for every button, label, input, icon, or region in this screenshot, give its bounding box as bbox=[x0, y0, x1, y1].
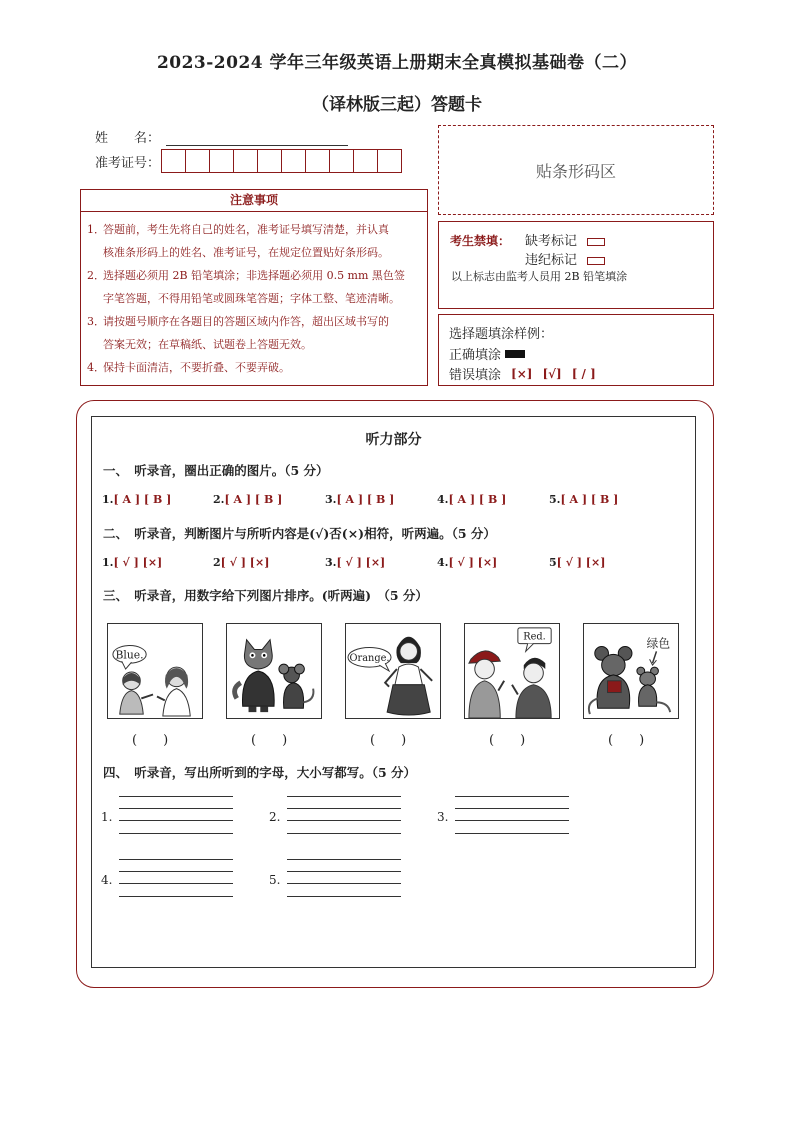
order-blank-3[interactable]: ( ) bbox=[370, 733, 407, 748]
absent-mark-box[interactable] bbox=[587, 238, 605, 246]
id-digit-box[interactable] bbox=[305, 149, 330, 173]
write-line[interactable] bbox=[455, 833, 569, 834]
id-digit-box[interactable] bbox=[161, 149, 186, 173]
forbid-box bbox=[438, 221, 714, 309]
sample-box bbox=[438, 314, 714, 386]
name-label: 姓 名： bbox=[95, 131, 161, 146]
sec1-q3[interactable]: 3.[ A ] [ B ] bbox=[325, 493, 395, 506]
name-field[interactable] bbox=[166, 132, 348, 146]
picture-4-boys-red bbox=[464, 623, 560, 719]
id-digit-box[interactable] bbox=[233, 149, 258, 173]
order-blank-2[interactable]: ( ) bbox=[251, 733, 288, 748]
write-line[interactable] bbox=[119, 820, 233, 821]
write-num-5: 5. bbox=[269, 873, 281, 887]
write-line[interactable] bbox=[455, 796, 569, 797]
notice-item-cont: 核准条形码上的姓名、准考证号，在规定位置贴好条形码。 bbox=[103, 246, 389, 259]
name-row bbox=[95, 127, 348, 146]
write-line[interactable] bbox=[455, 808, 569, 809]
picture-5-mice-green bbox=[583, 623, 679, 719]
sec2-q4[interactable]: 4.[ √ ] [×] bbox=[437, 556, 498, 569]
write-line[interactable] bbox=[119, 796, 233, 797]
write-line[interactable] bbox=[119, 833, 233, 834]
notice-item: 3． 请按题号顺序在各题目的答题区域内作答，超出区域书写的 bbox=[87, 315, 389, 328]
section1-title: 一、 听录音，圈出正确的图片。（5 分） bbox=[103, 463, 329, 478]
wrong-sample: 错误填涂 [×] [√] [ / ] bbox=[449, 366, 596, 383]
violation-mark-row: 违纪标记 bbox=[525, 249, 605, 268]
write-line[interactable] bbox=[287, 820, 401, 821]
order-blank-1[interactable]: ( ) bbox=[132, 733, 169, 748]
id-digit-box[interactable] bbox=[377, 149, 402, 173]
sec2-q5[interactable]: 5[ √ ] [×] bbox=[549, 556, 606, 569]
section2-title: 二、 听录音，判断图片与所听内容是(√)否(×)相符，听两遍。（5 分） bbox=[103, 526, 496, 541]
listening-title: 听力部分 bbox=[365, 432, 422, 448]
picture-1-girls-blue bbox=[107, 623, 203, 719]
sec2-q3[interactable]: 3.[ √ ] [×] bbox=[325, 556, 386, 569]
write-line[interactable] bbox=[119, 871, 233, 872]
forbid-label: 考生禁填： bbox=[450, 234, 511, 248]
section3-title: 三、 听录音，用数字给下列图片排序。(听两遍) （5 分） bbox=[103, 588, 428, 603]
write-line[interactable] bbox=[119, 808, 233, 809]
notice-item: 4． 保持卡面清洁，不要折叠、不要弄破。 bbox=[87, 361, 290, 374]
caption-text: 绿色 bbox=[646, 636, 671, 651]
write-line[interactable] bbox=[287, 796, 401, 797]
write-line[interactable] bbox=[119, 896, 233, 897]
forbid-note: 以上标志由监考人员用 2B 铅笔填涂 bbox=[451, 270, 628, 283]
notice-box bbox=[80, 189, 428, 386]
write-num-1: 1. bbox=[101, 810, 113, 824]
write-line[interactable] bbox=[119, 883, 233, 884]
picture-2-cat-mouse bbox=[226, 623, 322, 719]
id-label: 准考证号： bbox=[95, 155, 161, 171]
barcode-label: 贴条形码区 bbox=[535, 161, 616, 181]
id-row bbox=[95, 149, 402, 173]
bubble-text: Blue. bbox=[115, 648, 144, 662]
sec1-q4[interactable]: 4.[ A ] [ B ] bbox=[437, 493, 507, 506]
bubble-text: Orange. bbox=[349, 653, 390, 665]
absent-mark-row: 缺考标记 bbox=[525, 230, 605, 249]
id-digit-box[interactable] bbox=[209, 149, 234, 173]
exam-title: 2023-2024 学年三年级英语上册期末全真模拟基础卷（二） bbox=[156, 53, 638, 73]
correct-sample: 正确填涂 bbox=[449, 344, 525, 363]
notice-item: 1． 答题前，考生先将自己的姓名，准考证号填写清楚，并认真 bbox=[87, 223, 389, 236]
write-line[interactable] bbox=[287, 883, 401, 884]
notice-heading: 注意事项 bbox=[81, 190, 427, 212]
filled-block-icon bbox=[505, 350, 525, 358]
order-blank-4[interactable]: ( ) bbox=[489, 733, 526, 748]
barcode-area bbox=[438, 125, 714, 215]
id-boxes bbox=[162, 149, 402, 173]
section4-title: 四、 听录音，写出所听到的字母，大小写都写。（5 分） bbox=[103, 765, 417, 780]
write-num-4: 4. bbox=[101, 873, 113, 887]
sec1-q5[interactable]: 5.[ A ] [ B ] bbox=[549, 493, 619, 506]
write-num-3: 3. bbox=[437, 810, 449, 824]
id-digit-box[interactable] bbox=[353, 149, 378, 173]
id-digit-box[interactable] bbox=[281, 149, 306, 173]
sec2-q2[interactable]: 2[ √ ] [×] bbox=[213, 556, 270, 569]
sample-title: 选择题填涂样例： bbox=[449, 327, 554, 342]
write-line[interactable] bbox=[287, 871, 401, 872]
write-line[interactable] bbox=[287, 859, 401, 860]
sec1-q2[interactable]: 2.[ A ] [ B ] bbox=[213, 493, 283, 506]
exam-subtitle: （译林版三起）答题卡 bbox=[312, 95, 482, 115]
id-digit-box[interactable] bbox=[257, 149, 282, 173]
bubble-text: Red. bbox=[523, 631, 546, 643]
notice-item-cont: 字笔答题，不得用铅笔或圆珠笔答题；字体工整、笔迹清晰。 bbox=[103, 292, 400, 305]
id-digit-box[interactable] bbox=[329, 149, 354, 173]
write-line[interactable] bbox=[119, 859, 233, 860]
write-line[interactable] bbox=[287, 808, 401, 809]
write-line[interactable] bbox=[287, 833, 401, 834]
order-blank-5[interactable]: ( ) bbox=[608, 733, 645, 748]
write-num-2: 2. bbox=[269, 810, 281, 824]
notice-item: 2． 选择题必须用 2B 铅笔填涂；非选择题必须用 0.5 mm 黑色签 bbox=[87, 269, 405, 282]
id-digit-box[interactable] bbox=[185, 149, 210, 173]
sec1-q1[interactable]: 1.[ A ] [ B ] bbox=[102, 493, 172, 506]
picture-3-girl-orange bbox=[345, 623, 441, 719]
sec2-q1[interactable]: 1.[ √ ] [×] bbox=[102, 556, 163, 569]
write-line[interactable] bbox=[455, 820, 569, 821]
write-line[interactable] bbox=[287, 896, 401, 897]
violation-mark-box[interactable] bbox=[587, 257, 605, 265]
notice-item-cont: 答案无效；在草稿纸、试题卷上答题无效。 bbox=[103, 338, 312, 351]
